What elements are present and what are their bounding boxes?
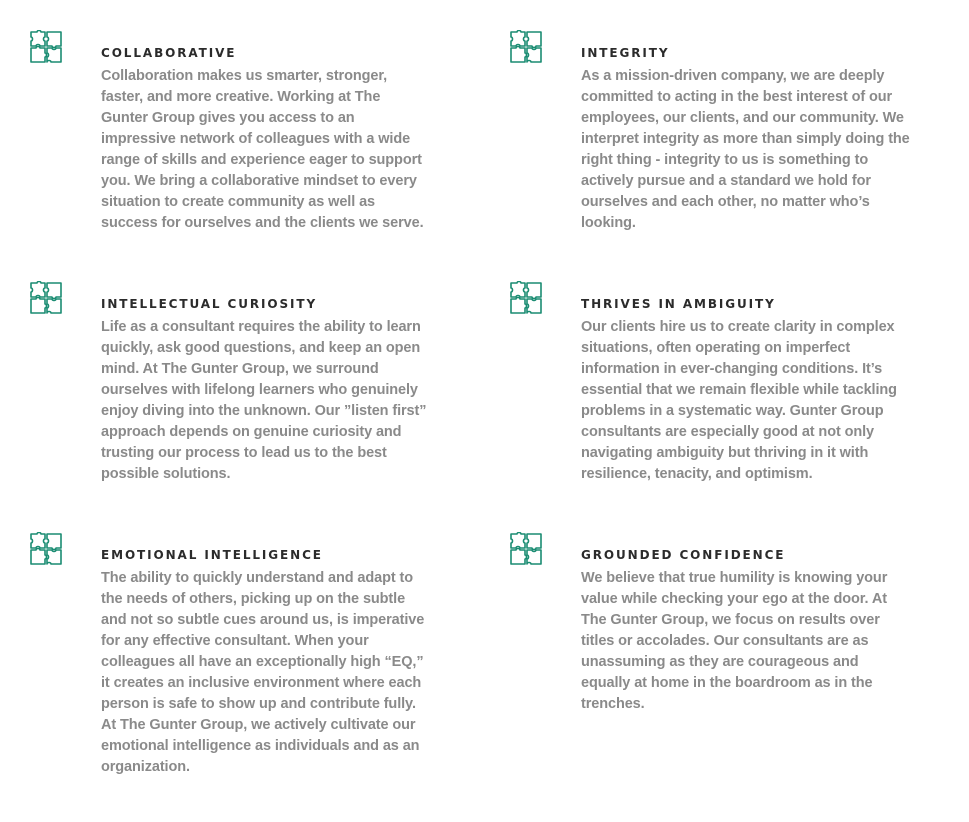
value-description: Life as a consultant requires the ability to learn quickly, ask good questions, and keep an open mind. At The Gunter Group, we surround ourselves with lifelong learners who genuinely enjoy diving into the unknown. Our ”listen first” approach depends on genuine curiosity and trusting our process to lead us to the best possible solutions. xyxy=(101,319,427,482)
value-description: Our clients hire us to create clarity in complex situations, often operating on imperfect information in ever-changing conditions. It’s essential that we remain flexible while tackling problems in a systematic way. Gunter Group consultants are especially good at not only navigating ambiguity but thriving in it with resilience, tenacity, and optimism. xyxy=(581,319,897,482)
value-description: Collaboration makes us smarter, stronger, faster, and more creative. Working at The Gunter Group gives you access to an impressive network of colleagues with a wide range of skills and experience eager to support you. We bring a collaborative mindset to every situation to create community as well as success for ourselves and the clients we serve. xyxy=(101,68,424,231)
value-card-grounded-confidence xyxy=(581,548,911,715)
value-description: We believe that true humility is knowing your value while checking your ego at the door. At The Gunter Group, we focus on results over titles or accolades. Our consultants are as unassuming as they are courageous and equally at home in the boardroom as in the trenches. xyxy=(581,570,888,712)
value-title: INTEGRITY xyxy=(581,46,670,60)
value-title: GROUNDED CONFIDENCE xyxy=(581,548,786,562)
value-title: THRIVES IN AMBIGUITY xyxy=(581,297,776,311)
value-title: EMOTIONAL INTELLIGENCE xyxy=(101,548,323,562)
value-description: The ability to quickly understand and adapt to the needs of others, picking up on the subtle and not so subtle cues around us, is imperative for any effective consultant. When your colleagues all have an exceptionally high “EQ,” it creates an inclusive environment where each person is safe to show up and contribute fully. At The Gunter Group, we actively cultivate our emotional intelligence as individuals and as an organization. xyxy=(101,570,425,775)
puzzle-icon xyxy=(29,30,63,64)
puzzle-icon xyxy=(509,30,543,64)
value-card-emotional-intelligence xyxy=(101,548,431,778)
value-title: COLLABORATIVE xyxy=(101,46,237,60)
value-description: As a mission-driven company, we are deeply committed to acting in the best interest of our employees, our clients, and our community. We interpret integrity as more than simply doing the right thing - integrity to us is something to actively pursue and a standard we hold for ourselves and each other, no matter who’s looking. xyxy=(581,68,910,231)
puzzle-icon xyxy=(29,532,63,566)
value-card-collaborative xyxy=(101,46,431,234)
value-card-intellectual-curiosity xyxy=(101,297,431,485)
puzzle-icon xyxy=(509,281,543,315)
puzzle-icon xyxy=(509,532,543,566)
value-card-integrity xyxy=(581,46,911,234)
value-title: INTELLECTUAL CURIOSITY xyxy=(101,297,318,311)
value-card-thrives-in-ambiguity xyxy=(581,297,911,485)
puzzle-icon xyxy=(29,281,63,315)
